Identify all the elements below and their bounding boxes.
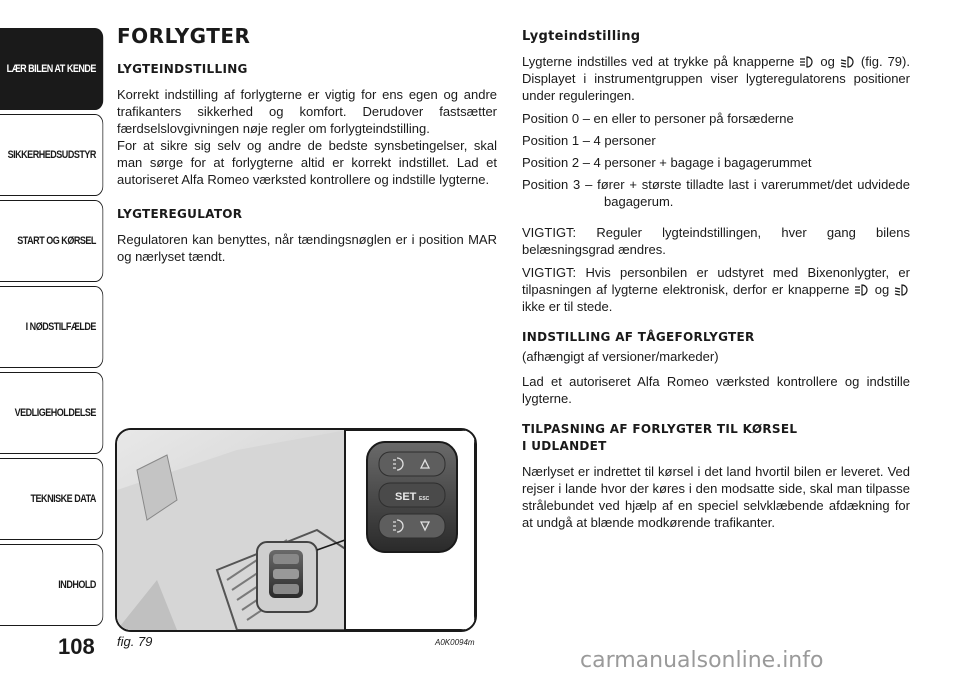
tab-indhold[interactable] <box>0 544 103 626</box>
paragraph: For at sikre sig selv og andre de bedste synsbetingelser, skal man sørge for at forlygterne altid er korrekt indstillet. Lad et autoriseret Alfa Romeo værksted kontrollere og indstille lygterne. <box>117 138 497 187</box>
section-heading-udlandet-line1: TILPASNING AF FORLYGTER TIL KØRSEL <box>522 422 798 436</box>
tab-laer-bilen-at-kende[interactable] <box>0 28 103 110</box>
tab-label: I NØDSTILFÆLDE <box>25 321 96 333</box>
text: VIGTIGT: Hvis personbilen er udstyret med Bixenonlygter, er tilpasningen af lygterne elektronisk, derfor er knapperne <box>522 265 910 297</box>
figure-headlamp-regulator <box>115 428 477 632</box>
figure-caption: fig. 79 <box>117 634 153 649</box>
paragraph: Nærlyset er indrettet til kørsel i det land hvortil bilen er leveret. Ved rejser i lande hvor der køres i den modsatte side, skal man tilpasse strålebundet ved hjælp af en speciel selvklæbende afdækning for at undgå at blænde modkørende trafikanter. <box>522 464 910 530</box>
headlamp-up-icon <box>854 284 870 296</box>
section-heading-udlandet-line2: I UDLANDET <box>522 439 607 453</box>
watermark: carmanualsonline.info <box>580 648 824 673</box>
text: Lygterne indstilles ved at trykke på knapperne <box>522 54 795 69</box>
figure-code: A0K0094m <box>435 638 475 647</box>
esc-label: ESC <box>419 496 430 502</box>
page-number: 108 <box>58 634 95 659</box>
subsection-heading-lygteindstilling: Lygteindstilling <box>522 29 641 44</box>
tab-sikkerhedsudstyr[interactable] <box>0 114 103 196</box>
section-subheading: (afhængigt af versioner/markeder) <box>522 349 719 364</box>
tab-label: START OG KØRSEL <box>17 235 96 247</box>
page-title: FORLYGTER <box>117 24 251 48</box>
tab-vedligeholdelse[interactable] <box>0 372 103 454</box>
position-2: Position 2 – 4 personer + bagage i bagagerummet <box>522 155 812 170</box>
text: og <box>820 54 835 69</box>
tab-label: TEKNISKE DATA <box>30 493 96 505</box>
position-0: Position 0 – en eller to personer på forsæderne <box>522 111 794 126</box>
set-label: SET <box>395 491 417 503</box>
right-column <box>522 28 910 537</box>
tab-label: INDHOLD <box>58 579 96 591</box>
important-note-2 <box>522 264 910 315</box>
headlamp-down-icon <box>840 56 856 68</box>
tab-label: VEDLIGEHOLDELSE <box>14 407 96 419</box>
section-heading-taageforlygter: INDSTILLING AF TÅGEFORLYGTER <box>522 330 755 344</box>
paragraph-buttons <box>522 53 910 104</box>
position-1: Position 1 – 4 personer <box>522 133 656 148</box>
important-note-1: VIGTIGT: Reguler lygteindstillingen, hver gang bilens belæsningsgrad ændres. <box>522 225 910 257</box>
left-column <box>117 24 497 271</box>
paragraph: Regulatoren kan benyttes, når tændingsnøglen er i position MAR og nærlyset tændt. <box>117 232 497 264</box>
tab-label: SIKKERHEDSUDSTYR <box>7 149 96 161</box>
paragraph: Lad et autoriseret Alfa Romeo værksted kontrollere og indstille lygterne. <box>522 374 910 406</box>
tab-label: LÆR BILEN AT KENDE <box>6 63 96 75</box>
text: ikke er til stede. <box>522 299 613 314</box>
text: og <box>874 282 890 297</box>
headlamp-up-button[interactable] <box>379 452 445 476</box>
tab-start-og-korsel[interactable] <box>0 200 103 282</box>
headlamp-up-icon <box>799 56 815 68</box>
headlamp-down-icon <box>894 284 910 296</box>
headlamp-down-button[interactable] <box>379 514 445 538</box>
dashboard-illustration <box>117 430 475 630</box>
paragraph: Korrekt indstilling af forlygterne er vigtig for ens egen og andre trafikanters sikkerhed og komfort. Derudover fastsætter færdselslovgivningen nøje regler om forlygteindstilling. <box>117 87 497 136</box>
position-3: Position 3 – fører + største tilladte last i varerummet/det udvidede bagagerum. <box>522 177 910 209</box>
section-heading-lygteindstilling: LYGTEINDSTILLING <box>117 62 248 76</box>
tab-tekniske-data[interactable] <box>0 458 103 540</box>
section-heading-lygteregulator: LYGTEREGULATOR <box>117 207 243 221</box>
text: (fig. 79). Displayet i instrumentgruppen viser lygteregulatorens positioner under reguleringen. <box>522 54 910 103</box>
tab-i-nodstilfaelde[interactable] <box>0 286 103 368</box>
